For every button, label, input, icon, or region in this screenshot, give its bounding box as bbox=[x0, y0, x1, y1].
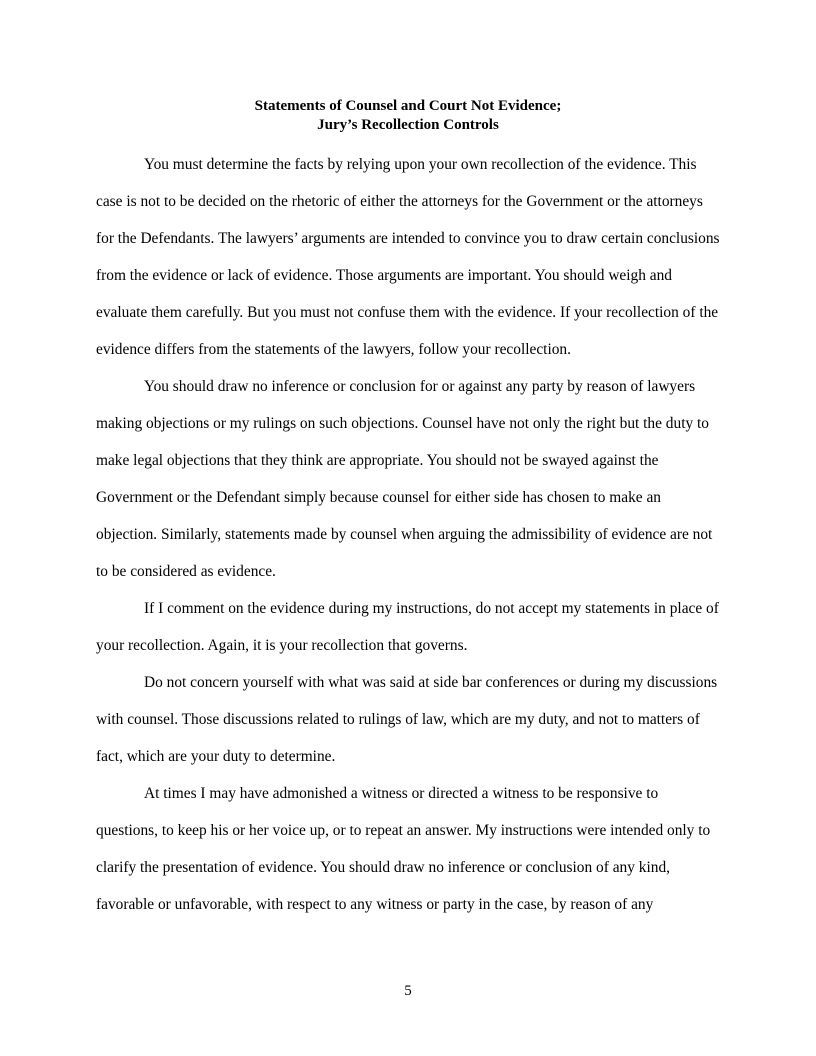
page-number: 5 bbox=[404, 983, 412, 999]
section-heading bbox=[96, 97, 720, 135]
paragraph-2: You should draw no inference or conclusion for or against any party by reason of lawyers making objections or my rulings on such objections. Counsel have not only the right but the duty to make legal objections that they think are appropriate. You should not be swayed against the Government or the Defendant simply because counsel for either side has chosen to make an objection. Similarly, statements made by counsel when arguing the admissibility of evidence are not to be considered as evidence. bbox=[96, 378, 713, 580]
paragraph-3: If I comment on the evidence during my instructions, do not accept my statements in place of your recollection. Again, it is your recollection that governs. bbox=[96, 600, 719, 654]
heading-line-2: Jury’s Recollection Controls bbox=[317, 117, 499, 133]
paragraph-1: You must determine the facts by relying upon your own recollection of the evidence. This case is not to be decided on the rhetoric of either the attorneys for the Government or the attorneys for the Defendants. The lawyers’ arguments are intended to convince you to draw certain conclusions from the evidence or lack of evidence. Those arguments are important. You should weigh and evaluate them carefully. But you must not confuse them with the evidence. If your recollection of the evidence differs from the statements of the lawyers, follow your recollection. bbox=[96, 156, 720, 358]
paragraph-4: Do not concern yourself with what was said at side bar conferences or during my discussions with counsel. Those discussions related to rulings of law, which are my duty, and not to matters of fact, which are your duty to determine. bbox=[96, 674, 718, 765]
heading-line-1: Statements of Counsel and Court Not Evidence; bbox=[254, 98, 562, 114]
paragraph-5: At times I may have admonished a witness or directed a witness to be responsive to questions, to keep his or her voice up, or to repeat an answer. My instructions were intended only to clarify the presentation of evidence. You should draw no inference or conclusion of any kind, favorable or unfavorable, with respect to any witness or party in the case, by reason of any bbox=[96, 785, 711, 913]
body-text bbox=[96, 146, 720, 923]
